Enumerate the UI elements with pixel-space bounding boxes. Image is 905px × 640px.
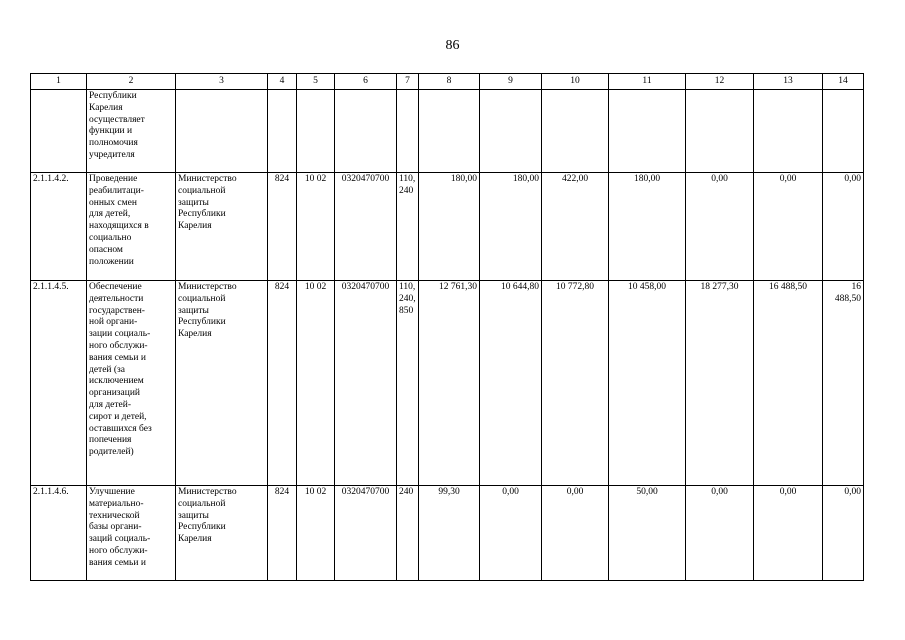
row-rzpr — [297, 90, 335, 173]
row-grbs — [268, 90, 297, 173]
row-value — [754, 90, 823, 173]
row-value — [480, 90, 542, 173]
column-header-9: 9 — [480, 74, 542, 90]
row-executor: Министерство социальной защиты Республики Карелия — [176, 281, 268, 486]
row-csr: 0320470700 — [335, 281, 397, 486]
table-row — [31, 486, 864, 581]
row-value: 10 772,80 — [542, 281, 609, 486]
row-value — [686, 90, 754, 173]
row-value: 99,30 — [419, 486, 480, 581]
row-value: 0,00 — [823, 486, 864, 581]
row-executor: Министерство социальной защиты Республики Карелия — [176, 486, 268, 581]
row-csr: 0320470700 — [335, 486, 397, 581]
row-value: 0,00 — [823, 173, 864, 281]
column-header-1: 1 — [31, 74, 87, 90]
row-code: 2.1.1.4.2. — [31, 173, 87, 281]
column-header-7: 7 — [397, 74, 419, 90]
column-header-4: 4 — [268, 74, 297, 90]
row-executor — [176, 90, 268, 173]
column-header-5: 5 — [297, 74, 335, 90]
table-row — [31, 281, 864, 486]
table-row — [31, 173, 864, 281]
row-value: 50,00 — [609, 486, 686, 581]
row-vr: 110, 240, 850 — [397, 281, 419, 486]
row-csr — [335, 90, 397, 173]
row-executor: Министерство социальной защиты Республики Карелия — [176, 173, 268, 281]
row-value: 16 488,50 — [754, 281, 823, 486]
row-value — [609, 90, 686, 173]
row-value: 0,00 — [686, 486, 754, 581]
row-value: 10 458,00 — [609, 281, 686, 486]
row-value: 16 488,50 — [823, 281, 864, 486]
row-value — [542, 90, 609, 173]
column-header-11: 11 — [609, 74, 686, 90]
row-value: 422,00 — [542, 173, 609, 281]
row-grbs: 824 — [268, 486, 297, 581]
row-value: 180,00 — [609, 173, 686, 281]
row-rzpr: 10 02 — [297, 486, 335, 581]
column-header-3: 3 — [176, 74, 268, 90]
table-row — [31, 90, 864, 173]
row-value — [823, 90, 864, 173]
row-grbs: 824 — [268, 173, 297, 281]
row-value: 180,00 — [419, 173, 480, 281]
row-grbs: 824 — [268, 281, 297, 486]
column-header-2: 2 — [87, 74, 176, 90]
row-value: 0,00 — [754, 486, 823, 581]
row-value: 0,00 — [754, 173, 823, 281]
row-vr — [397, 90, 419, 173]
row-rzpr: 10 02 — [297, 173, 335, 281]
row-value: 18 277,30 — [686, 281, 754, 486]
row-code: 2.1.1.4.5. — [31, 281, 87, 486]
row-vr: 110, 240 — [397, 173, 419, 281]
row-value: 12 761,30 — [419, 281, 480, 486]
row-value: 0,00 — [480, 486, 542, 581]
row-value: 0,00 — [686, 173, 754, 281]
row-rzpr: 10 02 — [297, 281, 335, 486]
row-csr: 0320470700 — [335, 173, 397, 281]
column-header-8: 8 — [419, 74, 480, 90]
row-code: 2.1.1.4.6. — [31, 486, 87, 581]
column-header-12: 12 — [686, 74, 754, 90]
column-header-10: 10 — [542, 74, 609, 90]
row-name: Проведение реабилитаци- онных смен для детей, находящихся в социально опасном положении — [87, 173, 176, 281]
column-header-13: 13 — [754, 74, 823, 90]
row-vr: 240 — [397, 486, 419, 581]
column-header-6: 6 — [335, 74, 397, 90]
row-name: Республики Карелия осуществляет функции и полномочия учредителя — [87, 90, 176, 173]
row-value: 0,00 — [542, 486, 609, 581]
budget-table — [30, 73, 864, 581]
row-name: Обеспечение деятельности государствен- ной органи- зации социаль- ного обслужи- вания семьи и детей (за исключением организаций для детей- сирот и детей, оставшихся без попечения родителей) — [87, 281, 176, 486]
row-value — [419, 90, 480, 173]
row-name: Улучшение материально- технической базы органи- заций социаль- ного обслужи- вания семьи и — [87, 486, 176, 581]
row-value: 180,00 — [480, 173, 542, 281]
header-row — [31, 74, 864, 90]
row-code — [31, 90, 87, 173]
column-header-14: 14 — [823, 74, 864, 90]
page-number: 86 — [445, 38, 460, 53]
row-value: 10 644,80 — [480, 281, 542, 486]
